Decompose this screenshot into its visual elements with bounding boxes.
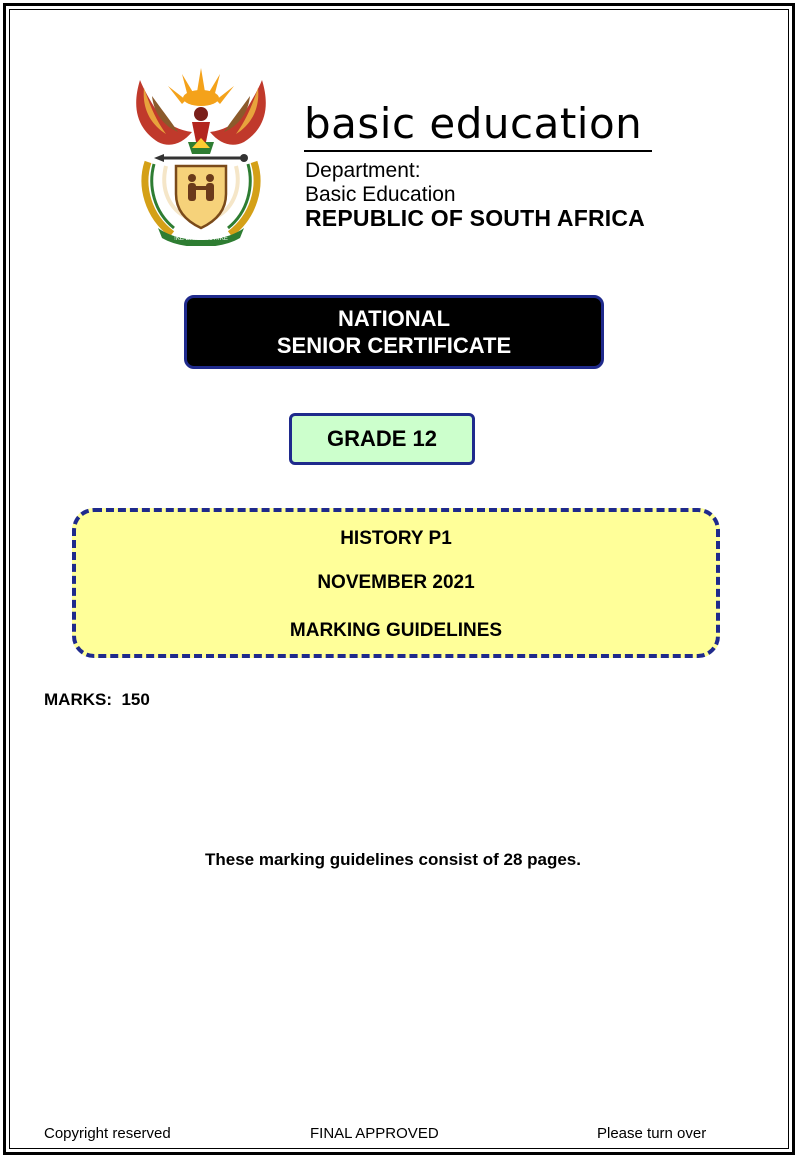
footer-copyright: Copyright reserved [44,1125,171,1142]
crest-motto: !KE E: /XARRA //KE [174,236,228,242]
footer-status: FINAL APPROVED [310,1125,439,1142]
total-marks: MARKS: 150 [44,690,150,709]
brand-divider [304,150,652,152]
subject-paper: HISTORY P1 [340,528,452,549]
certificate-banner [184,295,604,369]
subject-panel [72,508,720,658]
department-label: Department: [305,159,421,182]
certificate-line-2: SENIOR CERTIFICATE [276,333,512,358]
document-type: MARKING GUIDELINES [289,620,503,641]
exam-session: NOVEMBER 2021 [317,572,475,593]
grade-badge: GRADE 12 [289,413,475,465]
department-name: Basic Education [305,183,456,206]
coat-of-arms-icon [130,66,272,246]
footer-turn-over: Please turn over [597,1125,707,1142]
certificate-line-1: NATIONAL [337,306,451,331]
country-name: REPUBLIC OF SOUTH AFRICA [305,205,645,231]
brand-title: basic education [304,99,643,148]
page-count-note: These marking guidelines consist of 28 pages. [204,850,581,869]
